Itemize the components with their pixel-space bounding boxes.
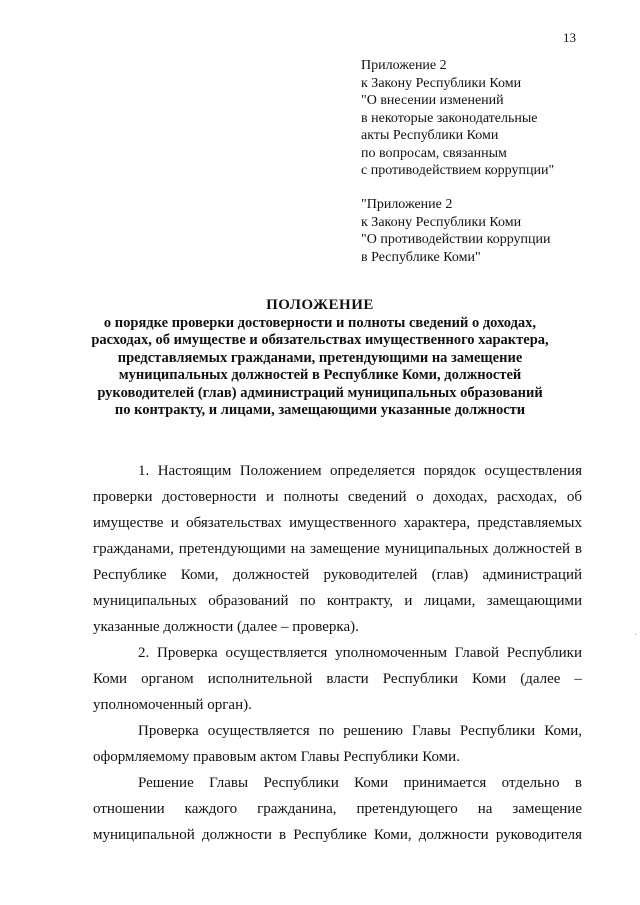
appendix-line: к Закону Республики Коми <box>361 75 522 91</box>
title-subtitle-line: представляемых гражданами, претендующими на замещение <box>117 349 523 366</box>
appendix-line: акты Республики Коми <box>361 128 499 143</box>
appendix-header-amending-law <box>361 57 621 180</box>
text-line: муниципальных образований по контракту, и лицами, замещающими <box>93 593 582 609</box>
text-line: имуществе и обязательствах имущественного характера, представляемых <box>93 515 582 531</box>
title-subtitle-line: расходах, об имуществе и обязательствах имущественного характера, <box>91 332 549 348</box>
document-title <box>60 297 580 420</box>
title-subtitle-line: о порядке проверки достоверности и полноты сведений о доходах, <box>103 314 537 331</box>
appendix-line: в Республике Коми" <box>361 249 481 265</box>
text-line: Коми органом исполнительной власти Республики Коми (далее – <box>93 671 582 687</box>
text-line: гражданами, претендующими на замещение муниципальных должностей в <box>93 541 582 557</box>
appendix-line: в некоторые законодательные <box>361 110 538 126</box>
text-line: отношении каждого гражданина, претендующего на замещение <box>93 801 582 817</box>
document-body <box>93 458 582 848</box>
appendix-line: с противодействием коррупции" <box>361 163 555 178</box>
text-line: Решение Главы Республики Коми принимается отдельно в <box>138 775 582 791</box>
title-subtitle-line: по контракту, и лицами, замещающими указанные должности <box>114 402 526 418</box>
text-line: Проверка осуществляется по решению Главы Республики Коми, <box>138 723 582 739</box>
appendix-line: "О внесении изменений <box>361 93 504 108</box>
appendix-line: "О противодействии коррупции <box>361 232 551 247</box>
appendix-line: Приложение 2 <box>361 58 447 73</box>
appendix-line: "Приложение 2 <box>361 197 453 212</box>
title-subtitle-line: руководителей (глав) администраций муниципальных образований <box>97 384 543 401</box>
title-subtitle-line: муниципальных должностей в Республике Коми, должностей <box>118 367 522 383</box>
text-line: уполномоченный орган). <box>93 697 252 713</box>
text-line: указанные должности (далее – проверка). <box>93 619 359 635</box>
text-line: 1. Настоящим Положением определяется порядок осуществления <box>138 463 582 479</box>
appendix-line: к Закону Республики Коми <box>361 214 522 230</box>
page-number: 13 <box>563 30 576 45</box>
text-line: проверки достоверности и полноты сведений о доходах, расходах, об <box>93 489 582 505</box>
scan-mark: · <box>634 630 638 641</box>
text-line: оформляемому правовым актом Главы Республики Коми. <box>93 749 460 765</box>
appendix-line: по вопросам, связанным <box>361 145 507 161</box>
title-heading: ПОЛОЖЕНИЕ <box>266 297 374 313</box>
text-line: 2. Проверка осуществляется уполномоченным Главой Республики <box>138 645 582 661</box>
text-line: муниципальной должности в Республике Коми, должности руководителя <box>93 827 582 843</box>
appendix-header-anticorruption-law <box>361 196 621 266</box>
text-line: Республике Коми, должностей руководителей (глав) администраций <box>93 567 582 583</box>
